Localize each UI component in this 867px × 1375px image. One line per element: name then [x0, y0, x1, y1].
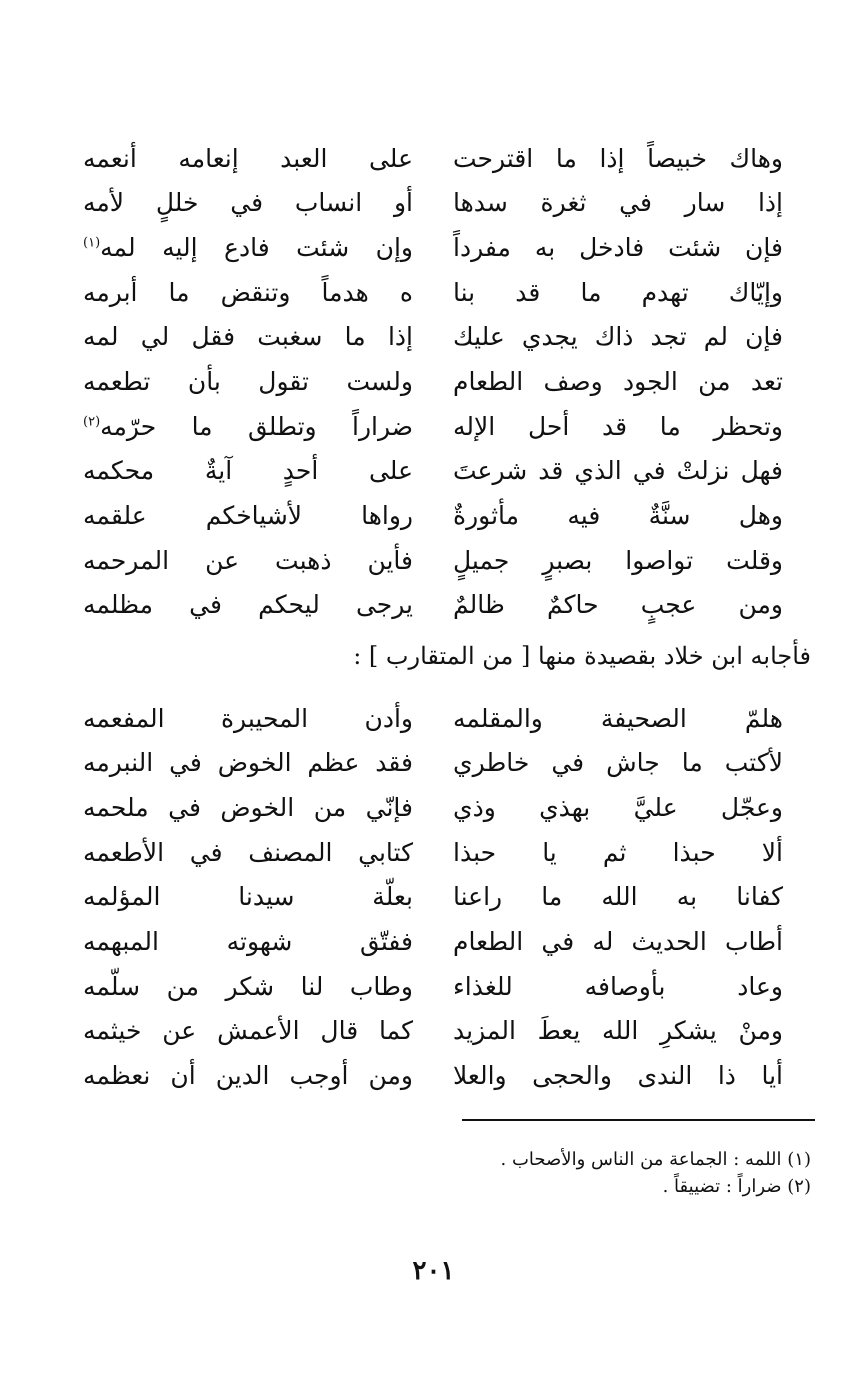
second-hemistich	[83, 883, 413, 911]
verse	[83, 785, 783, 830]
hemistich-text: كتابي المصنف في الأطعمه	[83, 837, 413, 867]
first-hemistich: ومنْ يشكرِ الله يعطَ المزيد	[453, 1016, 783, 1046]
second-hemistich	[83, 502, 413, 530]
hemistich-text: فإنّي من الخوض في ملحمه	[83, 792, 413, 822]
hemistich-text: ضراراً وتطلق ما حرّمه	[100, 411, 413, 441]
hemistich-text: أو انساب في خللٍ لأمه	[83, 188, 413, 218]
second-hemistich	[83, 591, 413, 619]
second-hemistich	[83, 1017, 413, 1045]
hemistich-text: إذا ما سغبت فقل لي لمه	[83, 322, 413, 352]
second-hemistich	[83, 279, 413, 307]
first-hemistich: فإن لم تجد ذاك يجدي عليك	[453, 322, 783, 352]
verse	[83, 538, 783, 583]
second-hemistich	[83, 145, 413, 173]
second-hemistich	[83, 794, 413, 822]
second-hemistich	[83, 839, 413, 867]
verse	[83, 830, 783, 875]
second-hemistich	[83, 705, 413, 733]
verse	[83, 583, 783, 628]
poem-two	[83, 696, 783, 1098]
intro-line: فأجابه ابن خلاد بقصيدة منها [ من المتقارب ] :	[353, 642, 811, 670]
page-number: ٢٠١	[412, 1256, 455, 1286]
hemistich-text: على العبد إنعامه أنعمه	[83, 143, 413, 173]
second-hemistich	[83, 368, 413, 396]
verse	[83, 136, 783, 181]
hemistich-text: ومن أوجب الدين أن نعظمه	[83, 1061, 413, 1091]
second-hemistich	[83, 928, 413, 956]
second-hemistich	[83, 973, 413, 1001]
poem-one	[83, 136, 783, 628]
hemistich-text: ه هدماً وتنقض ما أبرمه	[83, 277, 413, 307]
verse	[83, 964, 783, 1009]
first-hemistich: هلمّ الصحيفة والمقلمه	[453, 703, 783, 733]
hemistich-text: وطاب لنا شكر من سلّمه	[83, 971, 413, 1001]
second-hemistich	[83, 323, 413, 351]
verse	[83, 919, 783, 964]
verse	[83, 494, 783, 539]
verse	[83, 181, 783, 226]
first-hemistich: أيا ذا الندى والحجى والعلا	[453, 1061, 783, 1091]
first-hemistich: وإيّاك تهدم ما قد بنا	[453, 277, 783, 307]
first-hemistich: كفانا به الله ما راعنا	[453, 882, 783, 912]
first-hemistich: إذا سار في ثغرة سدها	[453, 188, 783, 218]
verse	[83, 1054, 783, 1099]
first-hemistich: وهل سنَّةٌ فيه مأثورةٌ	[453, 501, 783, 531]
verse	[83, 404, 783, 449]
footnote: (٢) ضراراً : تضييقاً .	[662, 1176, 811, 1197]
hemistich-text: فقد عظم الخوض في النبرمه	[83, 748, 413, 778]
hemistich-text: على أحدٍ آيةٌ محكمه	[83, 456, 413, 486]
footnote-marker: (١)	[83, 235, 101, 251]
first-hemistich: فإن شئت فادخل به مفرداً	[453, 232, 783, 262]
hemistich-text: بعلّة سيدنا المؤلمه	[83, 882, 413, 912]
second-hemistich	[83, 189, 413, 217]
first-hemistich: وتحظر ما قد أحل الإله	[453, 411, 783, 441]
verse	[83, 696, 783, 741]
second-hemistich	[83, 413, 413, 441]
footnotes	[251, 1146, 811, 1200]
first-hemistich: وهاك خبيصاً إذا ما اقترحت	[453, 143, 783, 173]
hemistich-text: فأين ذهبت عن المرحمه	[83, 545, 413, 575]
verse	[83, 270, 783, 315]
first-hemistich: وقلت تواصوا بصبرٍ جميلٍ	[453, 545, 783, 575]
verse	[83, 741, 783, 786]
verse	[83, 1009, 783, 1054]
hemistich-text: كما قال الأعمش عن خيثمه	[83, 1016, 413, 1046]
first-hemistich: لأكتب ما جاش في خاطري	[453, 748, 783, 778]
second-hemistich	[83, 457, 413, 485]
hemistich-text: رواها لأشياخكم علقمه	[83, 501, 413, 531]
footnote-divider	[462, 1119, 815, 1121]
second-hemistich	[83, 1062, 413, 1090]
first-hemistich: ألا حبذا ثم يا حبذا	[453, 837, 783, 867]
first-hemistich: وعجّل عليَّ بهذي وذي	[453, 792, 783, 822]
second-hemistich	[83, 547, 413, 575]
footnote: (١) اللمه : الجماعة من الناس والأصحاب .	[500, 1149, 811, 1170]
hemistich-text: وإن شئت فادع إليه لمه	[100, 232, 413, 262]
second-hemistich	[83, 234, 413, 262]
first-hemistich: تعد من الجود وصف الطعام	[453, 367, 783, 397]
hemistich-text: يرجى ليحكم في مظلمه	[83, 590, 413, 620]
verse	[83, 315, 783, 360]
verse	[83, 359, 783, 404]
hemistich-text: ففتّق شهوته المبهمه	[83, 927, 413, 957]
footnote-marker: (٢)	[83, 414, 101, 430]
first-hemistich: ومن عجبٍ حاكمٌ ظالمٌ	[453, 590, 783, 620]
hemistich-text: وأدن المحيبرة المفعمه	[83, 703, 413, 733]
first-hemistich: فهل نزلتْ في الذي قد شرعتَ	[453, 456, 783, 486]
verse	[83, 449, 783, 494]
first-hemistich: أطاب الحديث له في الطعام	[453, 927, 783, 957]
second-hemistich	[83, 749, 413, 777]
first-hemistich: وعاد بأوصافه للغذاء	[453, 971, 783, 1001]
verse	[83, 225, 783, 270]
hemistich-text: ولست تقول بأن تطعمه	[83, 367, 413, 397]
verse	[83, 875, 783, 920]
